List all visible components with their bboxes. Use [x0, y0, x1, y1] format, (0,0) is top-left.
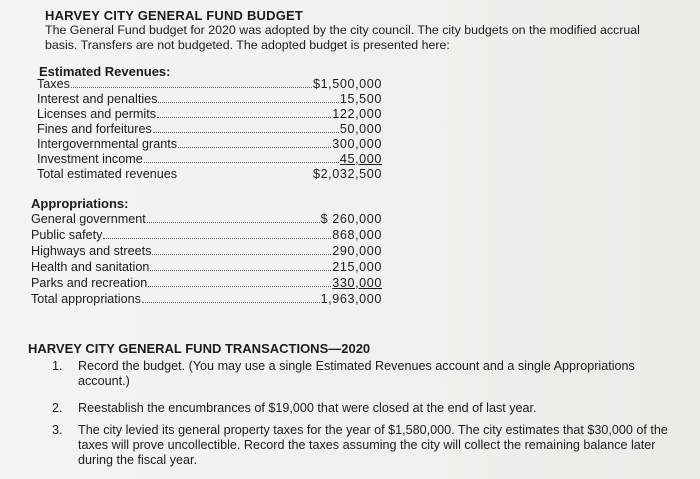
item-number: 1. [52, 359, 63, 373]
appropriation-row-highways [31, 244, 382, 259]
revenue-row-taxes [37, 77, 382, 92]
revenue-row-grants [37, 137, 382, 152]
dot-leader [152, 253, 331, 255]
document-title: HARVEY CITY GENERAL FUND BUDGET [45, 8, 304, 23]
appropriation-amount: 215,000 [332, 260, 382, 274]
transaction-item-3 [52, 423, 672, 468]
appropriation-amount: 290,000 [332, 244, 382, 258]
appropriation-label: General government [31, 212, 146, 226]
transaction-item-1 [52, 359, 672, 389]
transactions-title: HARVEY CITY GENERAL FUND TRANSACTIONS—2020 [28, 341, 371, 356]
revenue-row-fines [37, 122, 382, 137]
revenue-total-row [37, 167, 382, 182]
intro-paragraph: The General Fund budget for 2020 was adopted by the city council. The city budgets on the modified accrual basis. Transfers are not budgeted. The adopted budget is presented here: [45, 23, 640, 52]
dot-leader [150, 269, 331, 271]
dot-leader [178, 146, 331, 148]
appropriation-label: Highways and streets [31, 244, 152, 258]
revenue-amount: $1,500,000 [312, 77, 382, 91]
appropriation-row-general [31, 212, 382, 227]
dot-leader [147, 221, 320, 223]
revenue-label: Licenses and permits [37, 107, 157, 121]
revenue-amount: 15,500 [339, 92, 382, 106]
dot-leader [158, 101, 338, 103]
revenues-heading: Estimated Revenues: [39, 64, 171, 79]
dot-leader [103, 237, 331, 239]
item-number: 2. [52, 401, 63, 415]
revenue-row-interest [37, 92, 382, 107]
appropriation-label: Health and sanitation [31, 260, 150, 274]
transaction-item-2 [52, 401, 672, 416]
revenue-label: Intergovernmental grants [37, 137, 178, 151]
appropriation-amount: $ 260,000 [320, 212, 382, 226]
spacer [178, 177, 312, 178]
revenue-row-investment [37, 152, 382, 167]
item-text: Record the budget. (You may use a single Estimated Revenues account and a single Appropriations account.) [78, 359, 635, 388]
revenue-amount: 122,000 [332, 107, 382, 121]
revenue-label: Interest and penalties [37, 92, 158, 106]
appropriation-label: Parks and recreation [31, 276, 148, 290]
revenue-total-label: Total estimated revenues [37, 167, 178, 181]
revenue-row-licenses [37, 107, 382, 122]
dot-leader [157, 116, 331, 118]
dot-leader [144, 161, 339, 163]
appropriation-amount: 868,000 [332, 228, 382, 242]
dot-leader [153, 131, 339, 133]
appropriation-row-health [31, 260, 382, 275]
revenue-amount: 50,000 [339, 122, 382, 136]
appropriation-total-amount: 1,963,000 [320, 292, 382, 306]
revenue-amount: 45,000 [339, 152, 382, 166]
appropriation-amount: 330,000 [332, 276, 382, 290]
appropriation-total-label: Total appropriations [31, 292, 141, 306]
dot-leader [142, 301, 320, 303]
item-number: 3. [52, 423, 63, 437]
revenue-label: Taxes [37, 77, 70, 91]
revenue-label: Fines and forfeitures [37, 122, 152, 136]
appropriation-row-parks [31, 276, 382, 291]
appropriation-row-safety [31, 228, 382, 243]
appropriation-total-row [31, 292, 382, 307]
dot-leader [148, 285, 331, 287]
revenue-total-amount: $2,032,500 [312, 167, 382, 181]
item-text: Reestablish the encumbrances of $19,000 that were closed at the end of last year. [78, 401, 537, 415]
revenue-label: Investment income [37, 152, 143, 166]
appropriations-heading: Appropriations: [31, 196, 129, 211]
item-text: The city levied its general property taxes for the year of $1,580,000. The city estimates that $30,000 of the taxes will prove uncollectible. Record the taxes assuming the city will collect the remaining balance later during the fiscal year. [78, 423, 668, 467]
appropriation-label: Public safety [31, 228, 103, 242]
revenue-amount: 300,000 [332, 137, 382, 151]
dot-leader [71, 86, 312, 88]
